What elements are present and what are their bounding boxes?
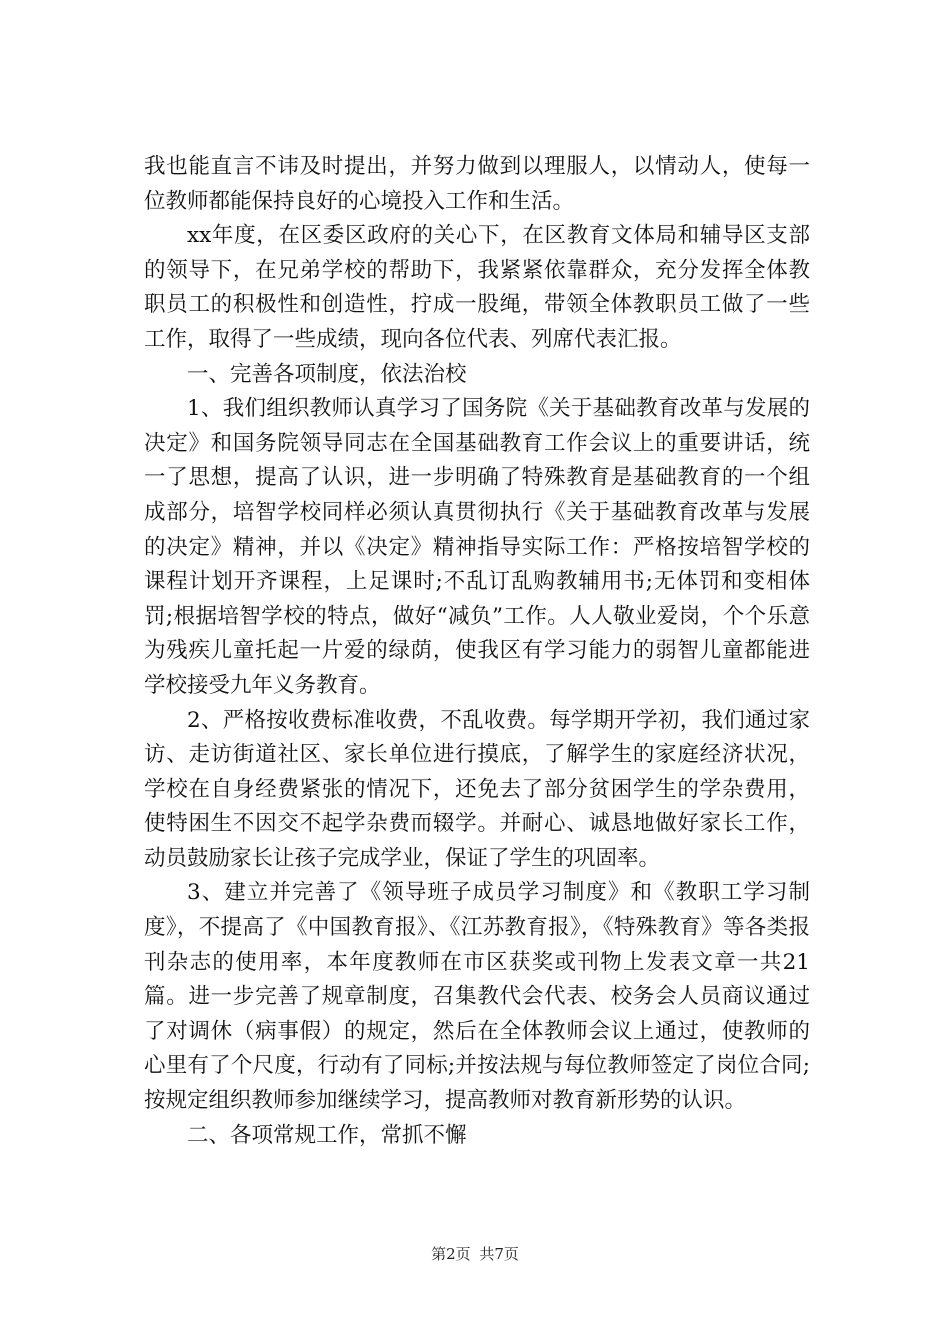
page-footer	[0, 1243, 950, 1264]
page-total: 共7页	[479, 1245, 519, 1263]
document-body	[144, 150, 810, 1153]
paragraph-item-1: 1、我们组织教师认真学习了国务院《关于基础教育改革与发展的决定》和国务院领导同志在全国基础教育工作会议上的重要讲话，统一了思想，提高了认识，进一步明确了特殊教育是基础教育的一个组成部分，培智学校同样必须认真贯彻执行《关于基础教育改革与发展的决定》精神，并以《决定》精神指导实际工作：严格按培智学校的课程计划开齐课程，上足课时;不乱订乱购教辅用书;无体罚和变相体罚;根据培智学校的特点，做好“减负”工作。人人敬业爱岗，个个乐意为残疾儿童托起一片爱的绿荫，使我区有学习能力的弱智儿童都能进学校接受九年义务教育。	[144, 396, 810, 698]
paragraph-item-3: 3、建立并完善了《领导班子成员学习制度》和《教职工学习制度》，不提高了《中国教育报》、《江苏教育报》，《特殊教育》等各类报刊杂志的使用率，本年度教师在市区获奖或刊物上发表文章一共21篇。进一步完善了规章制度，召集教代会代表、校务会人员商议通过了对调休（病事假）的规定，然后在全体教师会议上通过，使教师的心里有了个尺度，行动有了同标;并按法规与每位教师签定了岗位合同;按规定组织教师参加继续学习，提高教师对教育新形势的认识。	[144, 880, 810, 1114]
paragraph-1: 我也能直言不讳及时提出，并努力做到以理服人，以情动人，使每一位教师都能保持良好的心境投入工作和生活。	[144, 154, 810, 214]
page-number: 第2页	[431, 1245, 471, 1263]
paragraph-item-2: 2、严格按收费标准收费，不乱收费。每学期开学初，我们通过家访、走访街道社区、家长单位进行摸底，了解学生的家庭经济状况，学校在自身经费紧张的情况下，还免去了部分贫困学生的学杂费用，使特困生不因交不起学杂费而辍学。并耐心、诚恳地做好家长工作，动员鼓励家长让孩子完成学业，保证了学生的巩固率。	[144, 707, 810, 871]
paragraph-2: xx年度，在区委区政府的关心下，在区教育文体局和辅导区支部的领导下，在兄弟学校的帮助下，我紧紧依靠群众，充分发挥全体教职员工的积极性和创造性，拧成一股绳，带领全体教职员工做了一些工作，取得了一些成绩，现向各位代表、列席代表汇报。	[144, 223, 810, 352]
section-heading-1: 一、完善各项制度，依法治校	[187, 361, 467, 387]
section-heading-2: 二、各项常规工作，常抓不懈	[187, 1122, 467, 1148]
